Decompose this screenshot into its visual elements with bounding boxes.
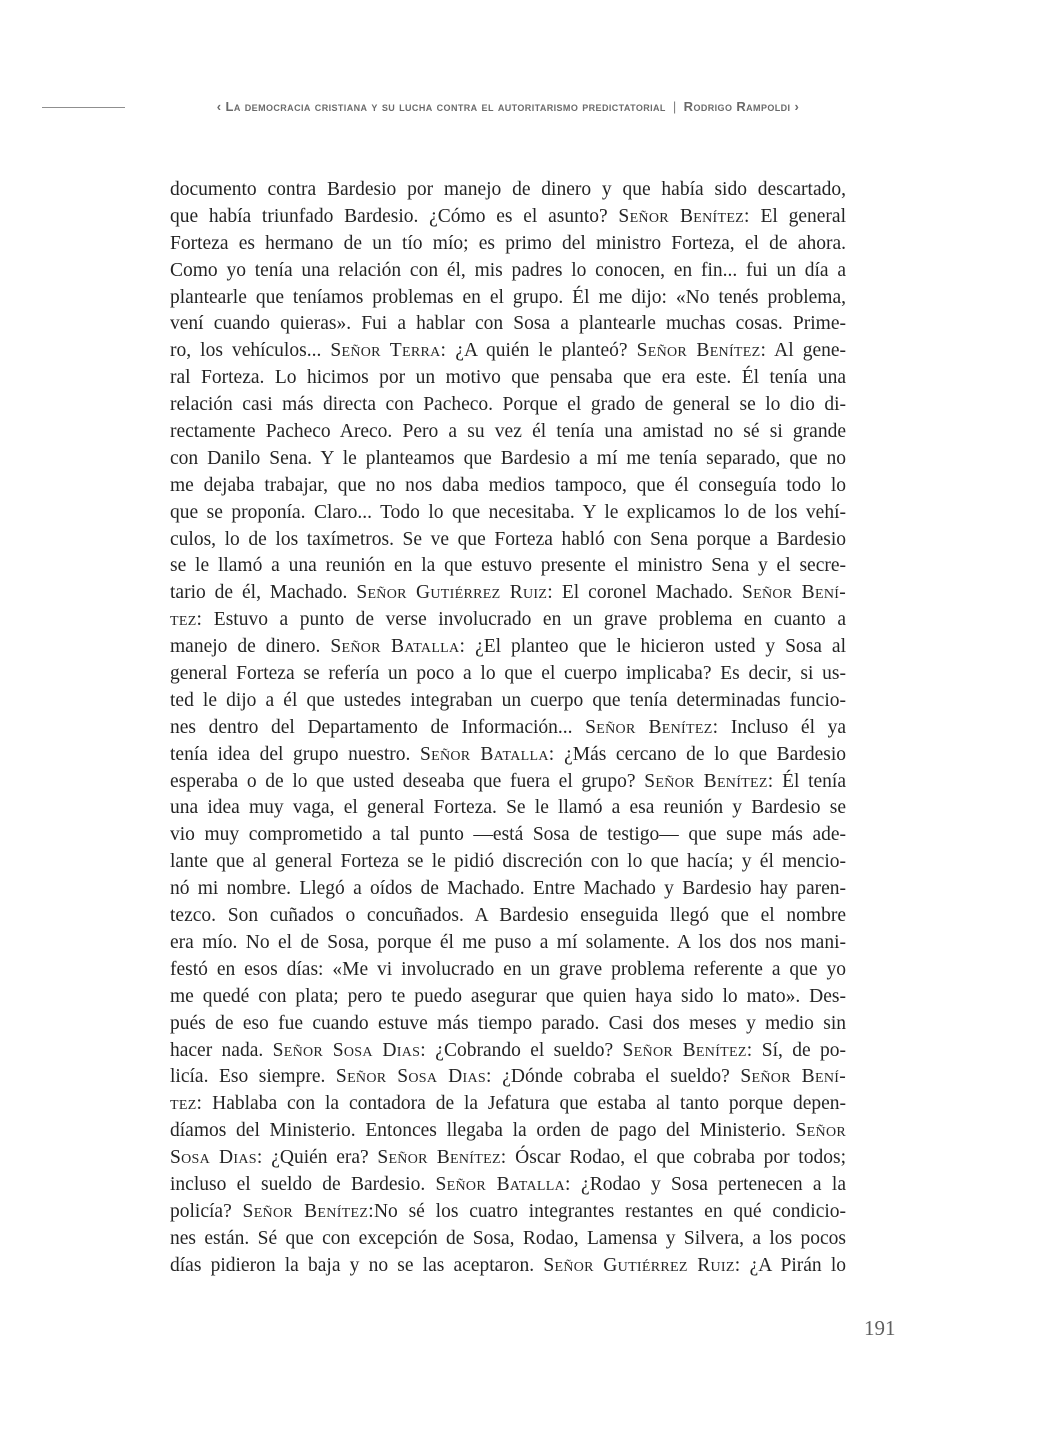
speaker-name: Señor Bení- [740, 1066, 846, 1088]
text-line [170, 661, 846, 688]
text-segment: hacer nada. [170, 1039, 273, 1061]
speaker-name: Señor Sosa Dias: [335, 1066, 492, 1088]
text-line [170, 876, 846, 903]
text-segment: nes están. Sé que con excepción de Sosa, Rodao, Lamensa y Silvera, a los pocos [170, 1227, 846, 1249]
text-segment: rectamente Pacheco Areco. Pero a su vez él tenía una amistad no sé si grande [170, 421, 846, 443]
text-segment: ¿A quién le planteó? [446, 340, 637, 362]
speaker-name: Señor Benítez: [242, 1200, 374, 1222]
body-text [170, 177, 846, 1280]
text-line [170, 634, 846, 661]
text-segment: tenía idea del grupo nuestro. [170, 743, 420, 765]
text-segment: Incluso él ya [718, 716, 846, 738]
text-segment: díamos del Ministerio. Entonces llegaba la orden de pago del Ministerio. [170, 1120, 796, 1142]
text-segment: relación casi más directa con Pacheco. Porque el grado de general se lo dio di- [170, 394, 846, 416]
text-segment: me dejaba trabajar, que no nos daba medios tampoco, que él conseguía todo lo [170, 474, 846, 496]
text-line [170, 446, 846, 473]
text-segment: ted le dijo a él que ustedes integraban un cuerpo que tenía determinadas funcio- [170, 689, 846, 711]
text-line [170, 365, 846, 392]
text-segment: Óscar Rodao, el que cobraba por todos; [506, 1147, 846, 1169]
speaker-name: tez: [170, 1093, 203, 1115]
text-line [170, 231, 846, 258]
speaker-name: Señor Benítez: [636, 340, 767, 362]
text-line [170, 715, 846, 742]
text-segment: pués de eso fue cuando estuve más tiempo parado. Casi dos meses y medio sin [170, 1012, 846, 1034]
text-segment: nó mi nombre. Llegó a oídos de Machado. Entre Machado y Bardesio hay paren- [170, 878, 846, 900]
text-segment: documento contra Bardesio por manejo de dinero y que había sido descartado, [170, 179, 846, 200]
text-line [170, 1172, 846, 1199]
speaker-name: Señor Sosa Dias: [272, 1039, 426, 1061]
text-line [170, 984, 846, 1011]
speaker-name: Señor Batalla: [330, 636, 466, 658]
running-header [170, 99, 846, 114]
text-line [170, 177, 846, 204]
text-segment: El general [749, 205, 846, 227]
text-segment: policía? [170, 1200, 243, 1222]
text-line [170, 311, 846, 338]
speaker-name: Señor Benítez: [618, 205, 750, 227]
text-line [170, 258, 846, 285]
text-line [170, 419, 846, 446]
speaker-name: Señor Batalla: [419, 743, 555, 765]
text-line [170, 1091, 846, 1118]
speaker-name: Señor Benítez: [644, 770, 774, 792]
text-line [170, 742, 846, 769]
text-line [170, 1118, 846, 1145]
chapter-title: La democracia cristiana y su lucha contra el autoritarismo predictatorial [225, 99, 666, 114]
text-line [170, 500, 846, 527]
text-segment: ¿Rodao y Sosa pertenecen a la [570, 1173, 846, 1195]
text-segment: No sé los cuatro integrantes restantes en qué condicio- [373, 1200, 847, 1222]
text-segment: ral Forteza. Lo hicimos por un motivo que pensaba que era este. Él tenía una [170, 367, 846, 389]
text-line [170, 1145, 846, 1172]
text-line [170, 1064, 846, 1091]
speaker-name: Señor Bení- [741, 582, 846, 604]
text-segment: Él tenía [773, 770, 846, 792]
text-line [170, 607, 846, 634]
text-segment: con Danilo Sena. Y le planteamos que Bardesio a mí me tenía separado, que no [170, 447, 846, 469]
text-segment: incluso el sueldo de Bardesio. [170, 1173, 436, 1195]
text-segment: Forteza es hermano de un tío mío; es primo del ministro Forteza, el de ahora. [170, 232, 846, 254]
text-segment: era mío. No el de Sosa, porque él me puso a mí solamente. A los dos nos mani- [170, 931, 846, 953]
text-line [170, 688, 846, 715]
text-segment: Al gene- [766, 340, 847, 362]
text-line [170, 822, 846, 849]
text-line [170, 392, 846, 419]
text-line [170, 204, 846, 231]
text-segment: ¿Más cercano de lo que Bardesio [554, 743, 846, 765]
text-line [170, 903, 846, 930]
text-segment: ¿El planteo que le hicieron usted y Sosa al [465, 636, 846, 658]
text-line [170, 930, 846, 957]
text-segment: Hablaba con la contadora de la Jefatura que estaba al tanto porque depen- [202, 1093, 846, 1115]
text-segment: general Forteza se refería un poco a lo que el cuerpo implicaba? Es decir, si us- [170, 663, 846, 685]
text-segment: una idea muy vaga, el general Forteza. Se le llamó a esa reunión y Bardesio se [170, 797, 846, 819]
text-segment: ¿Quién era? [262, 1147, 378, 1169]
text-segment: lante que al general Forteza se le pidió discreción con lo que hacía; y él mencio- [170, 851, 846, 873]
text-line [170, 285, 846, 312]
text-segment: culos, lo de los taxímetros. Se ve que Forteza habló con Sena porque a Bardesio [170, 528, 846, 550]
speaker-name: Señor [795, 1120, 846, 1142]
text-segment: días pidieron la baja y no se las aceptaron. [170, 1254, 544, 1276]
text-line [170, 769, 846, 796]
page-number: 191 [864, 1316, 896, 1340]
text-segment: se le llamó a una reunión en la que estuvo presente el ministro Sena y el secre- [170, 555, 846, 577]
header-divider: | [672, 99, 677, 114]
text-line [170, 1253, 846, 1280]
speaker-name: Señor Gutiérrez Ruiz: [543, 1254, 741, 1276]
text-segment: nes dentro del Departamento de Información... [170, 716, 586, 738]
text-line [170, 1038, 846, 1065]
header-rule [42, 107, 125, 108]
speaker-name: Señor Terra: [330, 340, 447, 362]
text-segment: Como yo tenía una relación con él, mis padres lo conocen, en fin... fui un día a [170, 259, 846, 281]
text-segment: El coronel Machado. [552, 582, 742, 604]
text-segment: festó en esos días: «Me vi involucrado en un grave problema referente a que yo [170, 958, 846, 980]
text-segment: tario de él, Machado. [170, 582, 357, 604]
text-segment: manejo de dinero. [170, 636, 331, 658]
text-segment: ¿A Pirán lo [740, 1254, 846, 1276]
text-segment: Sí, de po- [752, 1039, 847, 1061]
speaker-name: Señor Batalla: [435, 1173, 571, 1195]
left-angle-mark: ‹ [216, 99, 222, 114]
text-segment: esperaba o de lo que usted deseaba que fuera el grupo? [170, 770, 645, 792]
text-segment: ¿Cobrando el sueldo? [425, 1039, 623, 1061]
text-line [170, 1011, 846, 1038]
text-segment: que había triunfado Bardesio. ¿Cómo es el asunto? [170, 205, 619, 227]
text-segment: ¿Dónde cobraba el sueldo? [491, 1066, 741, 1088]
text-segment: tezco. Son cuñados o concuñados. A Bardesio enseguida llegó que el nombre [170, 905, 846, 927]
text-segment: vio muy comprometido a tal punto —está Sosa de testigo— que supe más ade- [170, 824, 846, 846]
speaker-name: Señor Benítez: [585, 716, 719, 738]
text-line [170, 1226, 846, 1253]
speaker-name: Señor Benítez: [377, 1147, 507, 1169]
text-line [170, 580, 846, 607]
text-line [170, 553, 846, 580]
author-name: Rodrigo Rampoldi [683, 99, 791, 114]
text-segment: plantearle que teníamos problemas en el grupo. Él me dijo: «No tenés problema, [170, 286, 846, 308]
text-line [170, 849, 846, 876]
speaker-name: tez: [170, 609, 203, 631]
speaker-name: Señor Benítez: [622, 1039, 753, 1061]
text-segment: ro, los vehículos... [170, 340, 331, 362]
text-segment: que se proponía. Claro... Todo lo que necesitaba. Y le explicamos lo de los vehí- [170, 501, 846, 523]
text-line [170, 473, 846, 500]
speaker-name: Sosa Dias: [170, 1147, 263, 1169]
text-segment: licía. Eso siempre. [170, 1066, 336, 1088]
text-line [170, 527, 846, 554]
text-line [170, 795, 846, 822]
right-angle-mark: › [794, 99, 800, 114]
text-segment: vení cuando quieras». Fui a hablar con Sosa a plantearle muchas cosas. Prime- [170, 313, 846, 335]
text-line [170, 1199, 846, 1226]
text-segment: me quedé con plata; pero te puedo asegurar que quien haya sido lo mato». Des- [170, 985, 846, 1007]
text-line [170, 957, 846, 984]
text-line [170, 338, 846, 365]
text-segment: Estuvo a punto de verse involucrado en un grave problema en cuanto a [202, 609, 846, 631]
speaker-name: Señor Gutiérrez Ruiz: [356, 582, 553, 604]
